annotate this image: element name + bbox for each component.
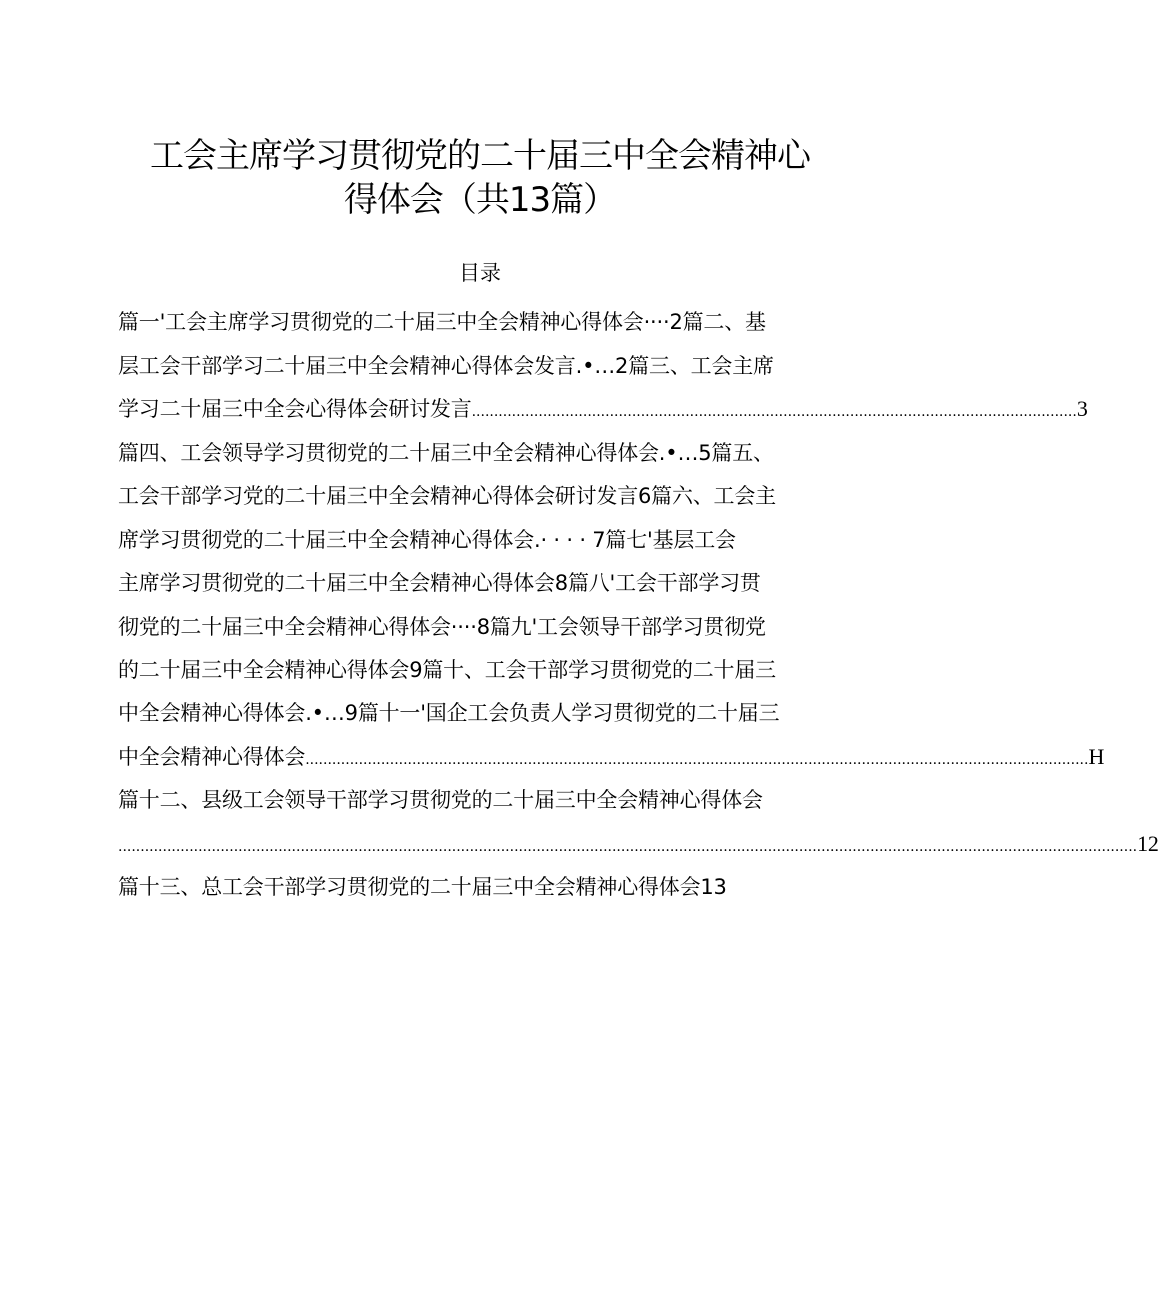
toc-page-number: 12 bbox=[1137, 831, 1159, 856]
toc-line: 层工会干部学习二十届三中全会精神心得体会发言.•…2篇三、工会主席 bbox=[118, 354, 774, 378]
toc-line bbox=[118, 743, 1105, 774]
toc-line: 主席学习贯彻党的二十届三中全会精神心得体会8篇八'工会干部学习贯 bbox=[118, 571, 761, 595]
document-title-line-2: 得体会（共13篇） bbox=[343, 180, 617, 220]
toc-line bbox=[118, 395, 1088, 426]
toc-line: 的二十届三中全会精神心得体会9篇十、工会干部学习贯彻党的二十届三 bbox=[118, 658, 776, 682]
toc-leader-dots: ........................................................................................................................................ bbox=[471, 404, 1077, 420]
toc-entry-text: 学习二十届三中全会心得体会研讨发言 bbox=[118, 397, 472, 421]
toc-page-number: H bbox=[1088, 744, 1105, 769]
toc-line: 席学习贯彻党的二十届三中全会精神心得体会.· · · · 7篇七'基层工会 bbox=[118, 528, 736, 552]
toc-leader-dots: ................................................................................................................................................................................ bbox=[305, 752, 1089, 768]
document-title-line-1: 工会主席学习贯彻党的二十届三中全会精神心 bbox=[150, 136, 810, 176]
toc-line: 篇十二、县级工会领导干部学习贯彻党的二十届三中全会精神心得体会 bbox=[118, 788, 763, 812]
toc-line: 工会干部学习党的二十届三中全会精神心得体会研讨发言6篇六、工会主 bbox=[118, 484, 776, 508]
toc-page-number: 3 bbox=[1076, 396, 1088, 421]
toc-leader-dots: ..................................................................................................................................................................................................................................... bbox=[118, 839, 1138, 855]
toc-line: 彻党的二十届三中全会精神心得体会····8篇九'工会领导干部学习贯彻党 bbox=[118, 615, 766, 639]
toc-heading: 目录 bbox=[459, 261, 501, 285]
toc-line: 篇四、工会领导学习贯彻党的二十届三中全会精神心得体会.•…5篇五、 bbox=[118, 441, 774, 465]
toc-entry-text: 中全会精神心得体会 bbox=[118, 745, 306, 769]
toc-line: 篇十三、总工会干部学习贯彻党的二十届三中全会精神心得体会13 bbox=[118, 875, 727, 899]
toc-line bbox=[118, 830, 1159, 861]
toc-line: 篇一'工会主席学习贯彻党的二十届三中全会精神心得体会····2篇二、基 bbox=[118, 310, 766, 334]
toc-line: 中全会精神心得体会.•…9篇十一'国企工会负责人学习贯彻党的二十届三 bbox=[118, 701, 780, 725]
